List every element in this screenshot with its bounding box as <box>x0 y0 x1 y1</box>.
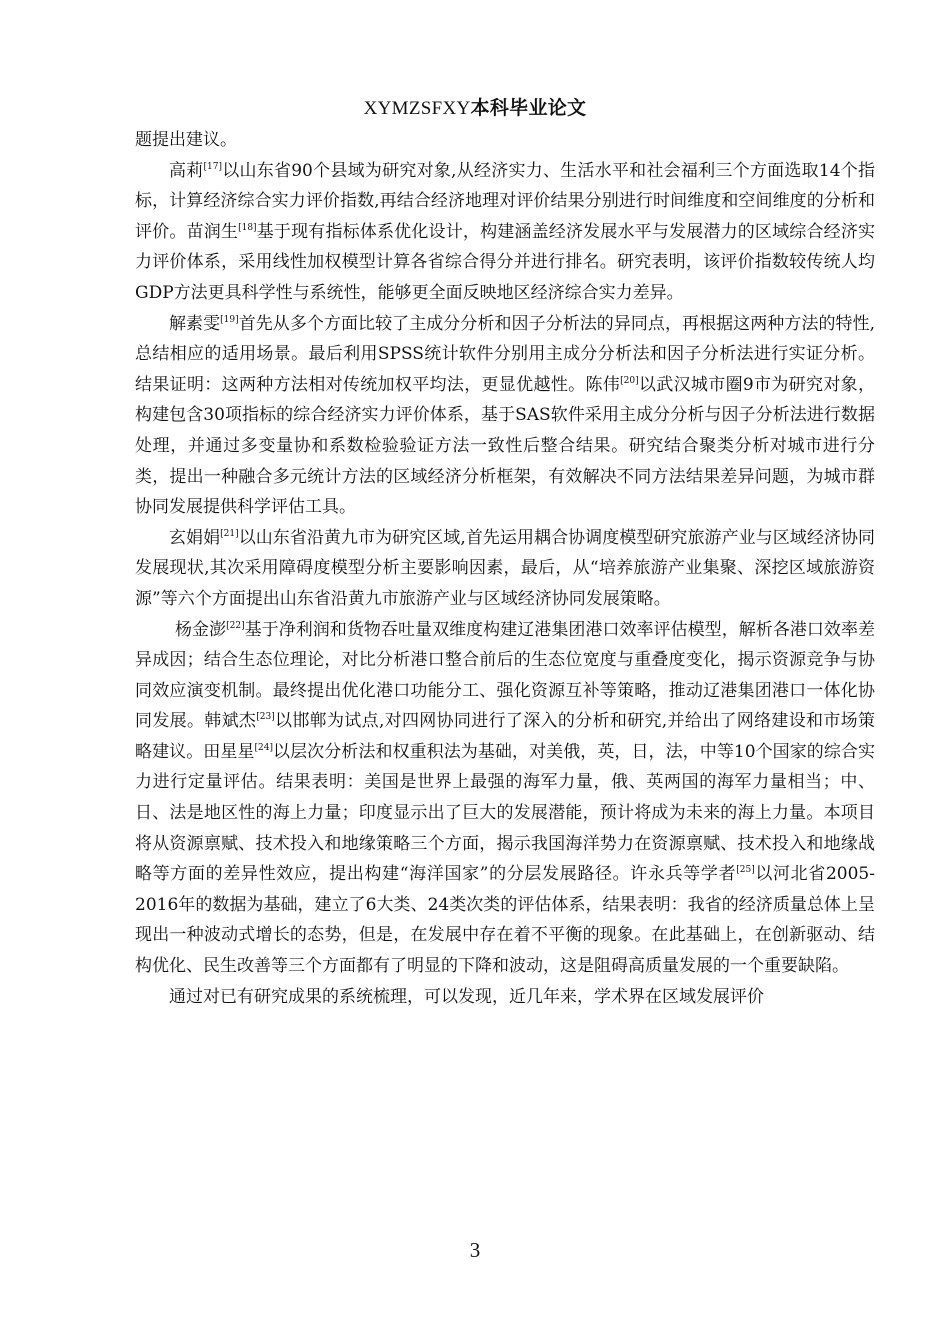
citation-20: [20] <box>620 375 639 386</box>
text-run: 玄娟娟 <box>169 527 221 548</box>
page-number: 3 <box>469 1238 481 1262</box>
paragraph-yangjinpeng <box>135 615 875 982</box>
text-run: 以河北省2005-2016年的数据为基础，建立了6大类、24类次类的评估体系，结果表明：我省的经济质量总体上呈现出一种波动式增长的态势，但是，在发展中存在着不平衡的现象。在此基础上，在创新驱动、结构优化、民生改善等三个方面都有了明显的下降和波动，这是阻碍高质量发展的一个重要缺陷。 <box>135 864 875 977</box>
running-header <box>0 94 950 123</box>
text-run: 基于现有指标体系优化设计，构建涵盖经济发展水平与发展潜力的区域综合经济实力评价体系，采用线性加权模型计算各省综合得分并进行排名。研究表明，该评价指数较传统人均GDP方法更具科学性与系统性，能够更全面反映地区经济综合实力差异。 <box>135 221 876 303</box>
paragraph-gaoli <box>135 156 875 309</box>
citation-17: [17] <box>203 161 222 172</box>
citation-21: [21] <box>220 528 239 539</box>
body-text <box>135 125 875 1012</box>
text-run: 高莉 <box>169 160 204 181</box>
text-run: 以邯郸为试点,对四网协同进行了深入的分析和研究,并给出了网络建设和市场策略建议。田星星 <box>135 711 875 762</box>
paragraph-summary <box>135 982 875 1013</box>
citation-19: [19] <box>220 314 239 325</box>
text-run: 以层次分析法和权重积法为基础，对美俄，英，日，法，中等10个国家的综合实力进行定量评估。结果表明：美国是世界上最强的海军力量，俄、英两国的海军力量相当；中、日、法是地区性的海上力量；印度显示出了巨大的发展潜能，预计将成为未来的海上力量。本项目将从资源禀赋、技术投入和地缘策略三个方面，揭示我国海洋势力在资源禀赋、技术投入和地缘战略等方面的差异性效应，提出构建“海洋国家”的分层发展路径。许永兵等学者 <box>135 741 875 885</box>
header-school-code: XYMZSFXY <box>363 98 471 119</box>
citation-22: [22] <box>226 620 245 631</box>
citation-18: [18] <box>238 222 257 233</box>
text-run: 以山东省沿黄九市为研究区域,首先运用耦合协调度模型研究旅游产业与区域经济协同发展现状,其次采用障碍度模型分析主要影响因素，最后，从“培养旅游产业集聚、深挖区域旅游资源”等六个方面提出山东省沿黄九市旅游产业与区域经济协同发展策略。 <box>135 527 875 609</box>
text-run: 题提出建议。 <box>135 130 237 150</box>
text-run: 解素雯 <box>169 313 221 334</box>
citation-23: [23] <box>256 712 275 723</box>
citation-24: [24] <box>254 742 273 753</box>
citation-25: [25] <box>736 865 755 876</box>
text-run: 以山东省90个县域为研究对象,从经济实力、生活水平和社会福利三个方面选取14个指标，计算经济综合实力评价指数,再结合经济地理对评价结果分别进行时间维度和空间维度的分析和评价。苗润生 <box>135 160 876 242</box>
paragraph-continuation <box>135 125 875 156</box>
text-run: 杨金澎 <box>175 619 227 640</box>
text-run: 首先从多个方面比较了主成分分析和因子分析法的异同点，再根据这两种方法的特性,总结相应的适用场景。最后利用SPSS统计软件分别用主成分分析法和因子分析法进行实证分析。结果证明：这两种方法相对传统加权平均法，更显优越性。陈伟 <box>135 313 875 395</box>
header-title: 本科毕业论文 <box>470 97 587 119</box>
text-run: 通过对已有研究成果的系统梳理，可以发现，近几年来，学术界在区域发展评价 <box>169 986 764 1007</box>
paragraph-xiesuwen <box>135 309 875 523</box>
text-run: 以武汉城市圈9市为研究对象，构建包含30项指标的综合经济实力评价体系，基于SAS软件采用主成分分析与因子分析法进行数据处理，并通过多变量协和系数检验验证方法一致性后整合结果。研究结合聚类分析对城市进行分类，提出一种融合多元统计方法的区域经济分析框架，有效解决不同方法结果差异问题，为城市群协同发展提供科学评估工具。 <box>135 374 875 518</box>
paragraph-xuanjuanjuan <box>135 523 875 615</box>
text-run: 基于净利润和货物吞吐量双维度构建辽港集团港口效率评估模型，解析各港口效率差异成因；结合生态位理论，对比分析港口整合前后的生态位宽度与重叠度变化，揭示资源竞争与协同效应演变机制。最终提出优化港口功能分工、强化资源互补等策略，推动辽港集团港口一体化协同发展。韩斌杰 <box>135 619 876 732</box>
